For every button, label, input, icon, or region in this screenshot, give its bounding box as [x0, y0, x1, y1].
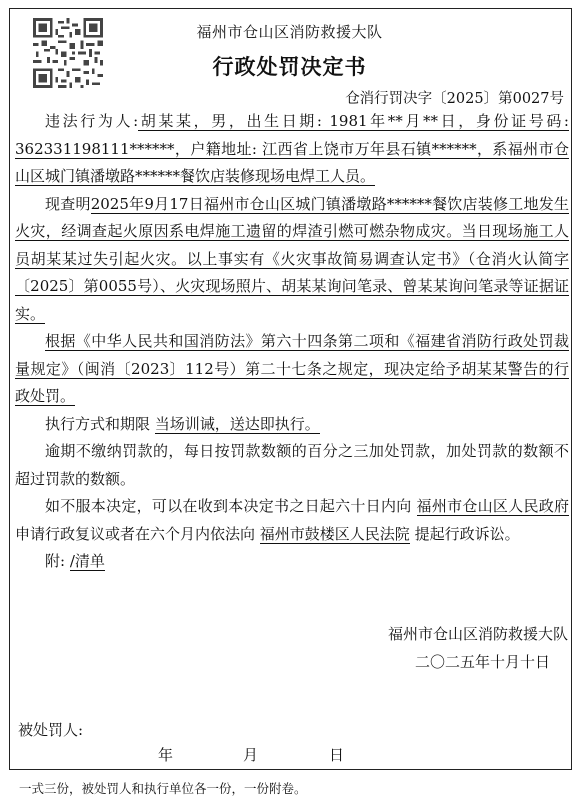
document-title: 行政处罚决定书 [212, 54, 367, 79]
document-body [15, 108, 569, 576]
execution-label: 执行方式和期限 [45, 414, 151, 433]
offender-details: 胡某某，男，出生日期: 1981年**月**日，身份证号码: 362331198111******，户籍地址: 江西省上饶市万年县石镇******，系福州市仓山区城门镇潘墩路******餐饮店装修现场电焊工人员。 [15, 112, 569, 185]
signature-org: 福州市仓山区消防救援大队 [387, 625, 568, 643]
facts-paragraph [15, 191, 569, 329]
appeal-part3: 提起行政诉讼。 [414, 524, 520, 543]
recipient-day: 日 [329, 746, 345, 764]
facts-lead: 现查明 [45, 194, 91, 213]
appeal-part1: 如不服本决定，可以在收到本决定书之日起六十日内向 [45, 497, 412, 515]
appeal-part2: 申请行政复议或者在六个月内依法向 [15, 524, 256, 543]
recipient-month: 月 [243, 746, 259, 764]
issuing-org: 福州市仓山区消防救援大队 [196, 23, 383, 41]
execution-paragraph [15, 411, 569, 439]
recipient-label: 被处罚人: [18, 721, 84, 739]
document-number: 仓消行罚决字〔2025〕第0027号 [345, 91, 564, 107]
basis-paragraph [15, 328, 569, 411]
execution-value: 当场训诫，送达即执行。 [154, 414, 320, 433]
copy-note: 一式三份，被处罚人和执行单位各一份，一份附卷。 [19, 781, 307, 796]
facts-details: 2025年9月17日福州市仓山区城门镇潘墩路******餐饮店装修工地发生火灾，经调查起火原因系电焊施工遗留的焊渣引燃可燃杂物成灾。当日现场施工人员胡某某过失引起火灾。以上事实有《火灾事故简易调查认定书》（仓消火认简字〔2025〕第0055号）、火灾现场照片、胡某某询问笔录、曾某某询问笔录等证据证实。 [15, 194, 569, 323]
review-authority: 福州市仓山区人民政府 [416, 497, 569, 515]
overdue-paragraph: 逾期不缴纳罚款的，每日按罚款数额的百分之三加处罚款，加处罚款的数额不超过罚款的数额。 [15, 442, 569, 488]
attachment-line [15, 548, 569, 576]
appeal-paragraph [15, 493, 569, 548]
basis-text: 根据《中华人民共和国消防法》第六十四条第二项和《福建省消防行政处罚裁量规定》（闽消〔2023〕112号）第二十七条之规定，现决定给予胡某某警告的行政处罚。 [15, 332, 569, 405]
attachment-value: /清单 [69, 552, 105, 570]
signature-block [388, 621, 568, 676]
recipient-year: 年 [158, 746, 174, 764]
offender-paragraph [15, 108, 569, 191]
offender-label: 违法行为人: [45, 112, 139, 130]
attachment-label: 附: [45, 552, 66, 570]
court-name: 福州市鼓楼区人民法院 [259, 524, 410, 543]
signature-date: 二〇二五年十月十日 [414, 652, 550, 671]
